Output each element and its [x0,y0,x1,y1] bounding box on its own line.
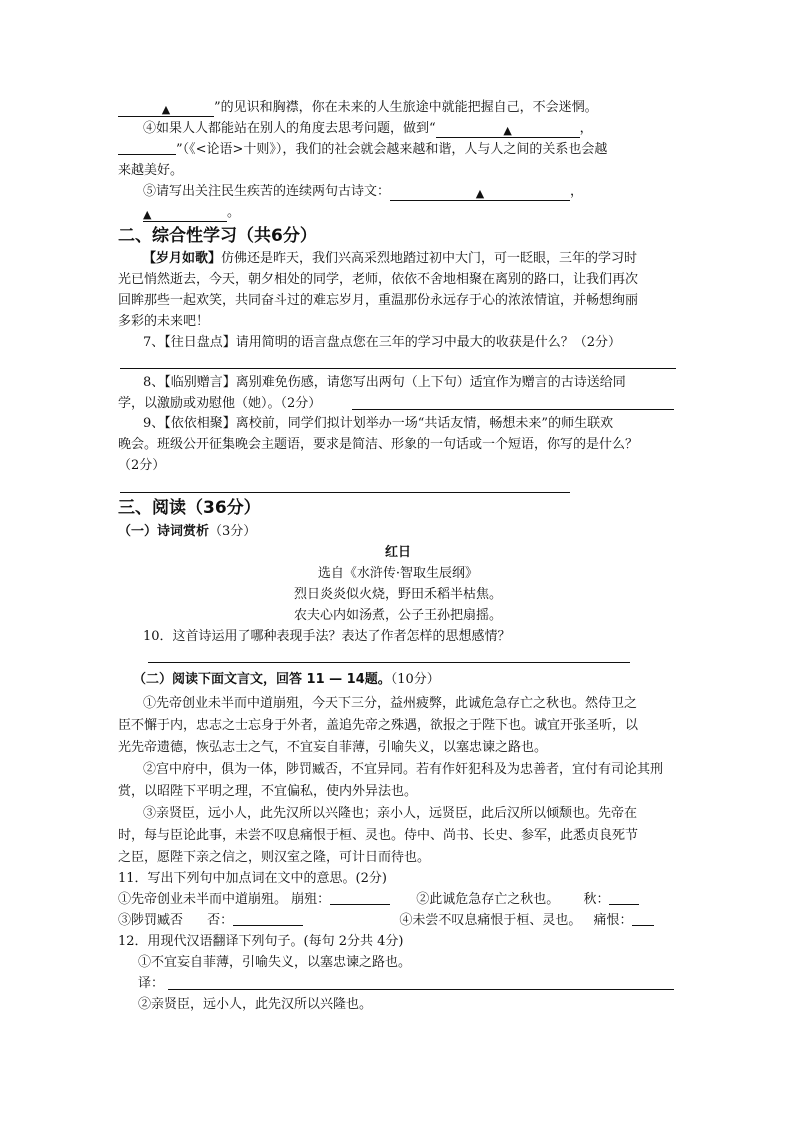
answer-blank[interactable] [390,186,570,201]
fill-line-4: 来越美好。 [118,163,184,178]
answer-line-q7[interactable] [120,368,676,369]
intro-line-3: 回眸那些一起欢笑，共同奋斗过的难忘岁月，重温那份永远存于心的浓浓情谊，并畅想绚丽 [118,293,639,308]
question-12: 12．用现代汉语翻译下列句子。(每句 2分共 4分) [118,934,404,949]
passage-line-6: ③亲贤臣，远小人，此先汉所以兴隆也；亲小人，远贤臣，此后汉所以倾颓也。先帝在 [143,806,638,821]
passage-line-4: ②宫中府中，俱为一体，陟罚臧否，不宜异同。若有作奸犯科及为忠善者，宜付有司论其刑 [143,762,664,777]
intro-line-1: 【岁月如歌】仿佛还是昨天，我们兴高采烈地踏过初中大门，可一眨眼，三年的学习时 [143,251,638,266]
question-10: 10．这首诗运用了哪种表现手法？表达了作者怎样的思想感情？ [143,629,511,644]
question-9-line-3: （2分） [118,458,166,473]
answer-blank[interactable] [609,890,639,905]
fill-line-2: ④如果人人都能站在别人的角度去思考问题，做到“ ▲ ， [143,121,593,137]
passage-line-3: 光先帝遗德，恢弘志士之气，不宜妄自菲薄，引喻失义，以塞忠谏之路也。 [118,740,548,755]
question-8-line-2: 学，以激励或劝慰他（她）。（2分） [118,396,322,411]
answer-line-q8[interactable] [352,409,674,410]
passage-line-2: 臣不懈于内，忠志之士忘身于外者，盖追先帝之殊遇，欲报之于陛下也。诚宜开张圣听，以 [118,718,639,733]
fill-line-3: ”（《<论语>十则》），我们的社会就会越来越和谐，人与人之间的关系也会越 [118,140,678,160]
answer-blank[interactable] [233,911,303,926]
fill-line-1: ▲ ”的见识和胸襟，你在未来的人生旅途中就能把握自己，不会迷惘。 [118,98,678,118]
answer-line-q9[interactable] [120,492,570,493]
passage-line-7: 时，每与臣论此事，未尝不叹息痛恨于桓、灵也。侍中、尚书、长史、参军，此悉贞良死节 [118,828,639,843]
question-7: 7、【往日盘点】请用简明的语言盘点您在三年的学习中最大的收获是什么？（2分） [143,335,622,350]
answer-blank[interactable] [143,207,227,222]
intro-line-2: 光已悄然逝去，今天，朝夕相处的同学，老师，依依不舍地相聚在离别的路口，让我们再次 [118,272,639,287]
poem-line-1: 烈日炎炎似火烧，野田禾稻半枯焦。 [293,587,502,602]
question-9-line-2: 晚会。班级公开征集晚会主题语，要求是简洁、形象的一句话或一个短语，你写的是什么？ [118,437,639,452]
answer-blank[interactable] [436,123,580,138]
subsection-2-heading: （二）阅读下面文言文，回答 11 — 14题。（10分） [133,672,440,687]
poem-title: 红日 [384,545,411,560]
passage-line-8: 之臣，愿陛下亲之信之，则汉室之隆，可计日而待也。 [118,850,431,865]
section2-heading: 二、综合性学习（共6分） [118,226,317,246]
poem-line-2: 农夫心内如汤煮，公子王孙把扇摇。 [293,608,502,623]
answer-blank[interactable] [330,890,390,905]
question-12-a: ①不宜妄自菲薄，引喻失义，以塞忠谏之路也。 [138,955,412,970]
answer-blank[interactable] [632,911,654,926]
question-9-line-1: 9、【依依相聚】离校前，同学们拟计划举办一场“共话友情，畅想未来”的师生联欢 [143,416,614,431]
passage-line-1: ①先帝创业未半而中道崩殂，今天下三分，益州疲弊，此诚危急存亡之秋也。然侍卫之 [143,696,638,711]
answer-blank[interactable] [118,102,214,117]
section3-heading: 三、阅读（36分） [118,498,261,518]
answer-blank[interactable] [118,140,176,155]
fill-line-6: ▲ 。 [143,205,241,221]
triangle-marker-icon: ▲ [161,103,171,116]
answer-line-q12a[interactable] [168,989,674,990]
question-11: 11．写出下列句中加点词在文中的意思。(2分) [118,871,387,886]
fill-line-5: ⑤请写出关注民生疾苦的连续两句古诗文： ▲ ， [143,184,584,200]
answer-line-q10[interactable] [148,662,630,663]
question-12-b: ②亲贤臣，远小人，此先汉所以兴隆也。 [138,997,373,1012]
question-12-a-translation: 译： [138,976,165,991]
subsection-1-heading: （一）诗词赏析（3分） [118,524,257,539]
passage-line-5: 赏，以昭陛下平明之理，不宜偏私，使内外异法也。 [118,784,418,799]
question-11-row-2: ③陟罚臧否 否： ④未尝不叹息痛恨于桓、灵也。 痛恨： [118,911,678,931]
triangle-marker-icon: ▲ [503,124,512,137]
triangle-marker-icon: ▲ [143,208,152,221]
triangle-marker-icon: ▲ [475,187,485,200]
question-8-line-1: 8、【临别赠言】离别难免伤感，请您写出两句（上下句）适宜作为赠言的古诗送给同 [143,375,626,390]
poem-source: 选自《水浒传·智取生辰纲》 [317,566,479,581]
question-11-row-1: ①先帝创业未半而中道崩殂。 崩殂： ②此诚危急存亡之秋也。 秋： [118,890,678,910]
intro-line-4: 多彩的未来吧！ [118,314,210,329]
